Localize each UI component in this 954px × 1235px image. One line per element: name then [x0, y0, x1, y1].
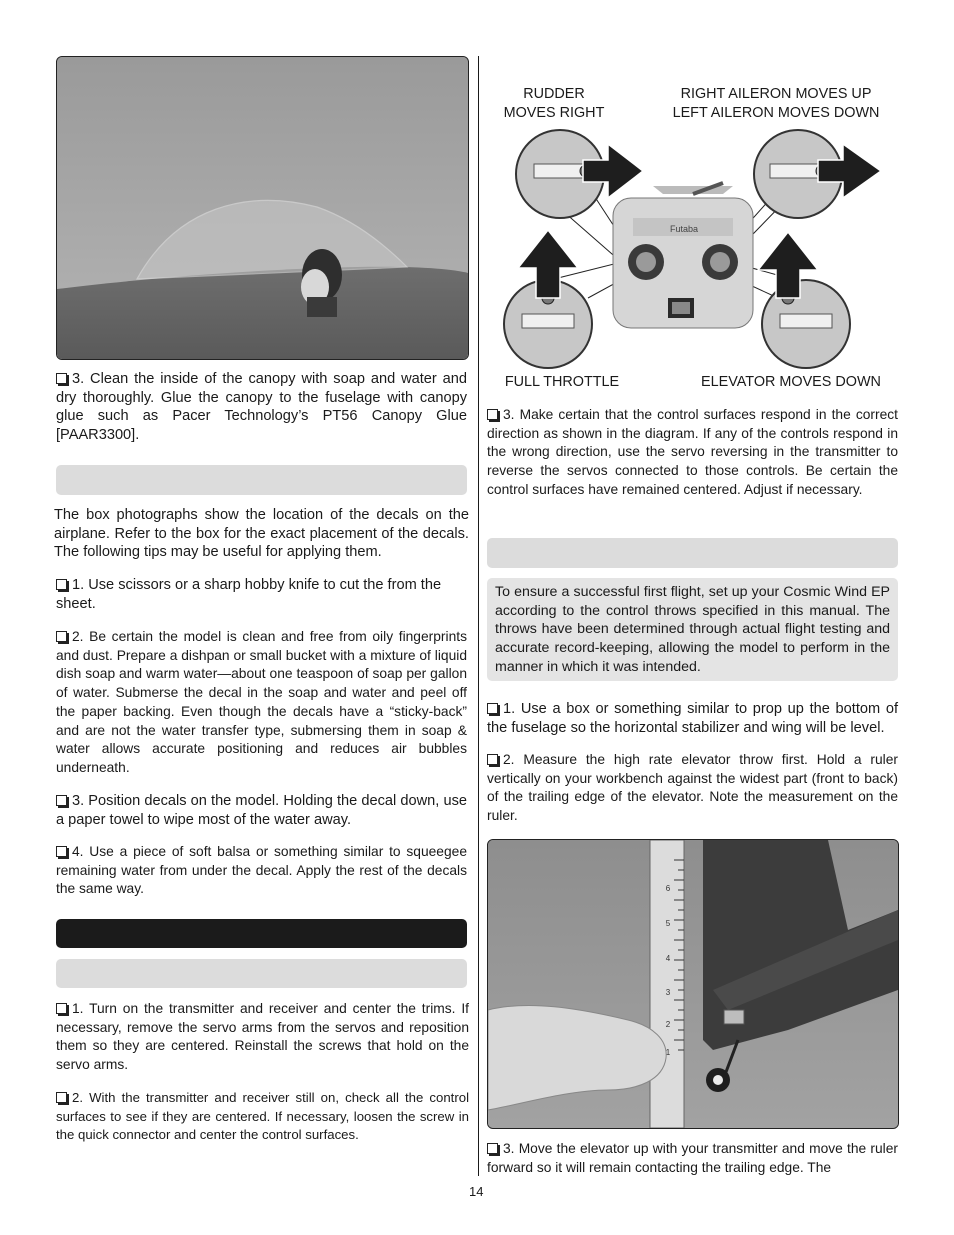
decals-intro: The box photographs show the location of the decals on the airplane. Refer to the box for the exact placement of the decals. The following tips may be useful for applying them.: [54, 507, 469, 561]
checkbox-icon[interactable]: [487, 409, 498, 420]
svg-text:1: 1: [665, 1048, 671, 1057]
transmitter-icon: [613, 183, 753, 328]
checkbox-icon[interactable]: [56, 846, 67, 857]
throws-intro: To ensure a successful first flight, set up your Cosmic Wind EP according to the control throws specified in this manual. The throws have been determined through actual flight testing and accurate record-keeping, allowing the model to perform in the manner in which it was intended.: [495, 584, 890, 675]
chapter-heading-bar: [56, 919, 467, 948]
canopy-step-3: 3. Clean the inside of the canopy with soap and water and dry thoroughly. Glue the canopy to the fuselage with canopy glue such as Pacer Technology’s PT56 Canopy Glue [PAAR3300].: [56, 371, 467, 444]
transmitter-diagram: [488, 128, 898, 370]
canopy-photo: [56, 56, 469, 360]
svg-text:2: 2: [665, 1020, 671, 1029]
checkbox-icon[interactable]: [487, 754, 498, 765]
checkbox-icon[interactable]: [56, 631, 67, 642]
section-heading-bar: [56, 465, 467, 495]
page-number: 14: [469, 1184, 484, 1199]
rudder-label: RUDDER MOVES RIGHT: [503, 86, 605, 121]
svg-text:6: 6: [665, 884, 671, 893]
column-divider: [478, 56, 479, 1176]
ruler-illustration: [488, 840, 898, 1128]
throttle-label: FULL THROTTLE: [504, 374, 620, 390]
decal-step-3: 3. Position decals on the model. Holding the decal down, use a paper towel to wipe most of the water away.: [56, 793, 467, 828]
ruler-photo: [487, 839, 899, 1129]
elevator-label: ELEVATOR MOVES DOWN: [701, 374, 881, 390]
checkbox-icon[interactable]: [56, 1092, 67, 1103]
section-heading-bar: [487, 538, 898, 568]
decal-step-2: 2. Be certain the model is clean and free from oily fingerprints and dust. Prepare a dishpan or small bucket with a mixture of liquid dish soap and warm water—about one teaspoon of soap per gallon of water. Submerse the decal in the soap and water and peel off the paper backing. Even though the decals have a “sticky-back” and are not the water transfer type, submersing them in soap & water allows accurate positioning and reduces air bubbles underneath.: [56, 629, 467, 775]
canopy-illustration: [57, 57, 468, 359]
svg-text:5: 5: [665, 919, 671, 928]
checkbox-icon[interactable]: [56, 579, 67, 590]
section-heading-bar: [56, 959, 467, 988]
decal-step-4: 4. Use a piece of soft balsa or something similar to squeegee remaining water from under the decal. Apply the rest of the decals the same way.: [56, 844, 467, 897]
control-step-3: 3. Make certain that the control surfaces respond in the correct direction as shown in the diagram. If any of the controls respond in the wrong direction, use the servo reversing in the transmitter to reverse the servos connected to those controls. Be certain the control surfaces have remained centered. Adjust if necessary.: [487, 407, 898, 497]
throw-step-3: 3. Move the elevator up with your transmitter and move the ruler forward so it will remain contacting the trailing edge. The: [487, 1141, 898, 1175]
checkbox-icon[interactable]: [487, 1143, 498, 1154]
check-step-2: 2. With the transmitter and receiver still on, check all the control surfaces to see if they are centered. If necessary, loosen the screw in the quick connector and center the control surfaces.: [56, 1090, 469, 1143]
decal-step-1: 1. Use scissors or a sharp hobby knife to cut the from the sheet.: [56, 577, 442, 612]
svg-text:Futaba: Futaba: [669, 224, 699, 234]
svg-text:3: 3: [665, 988, 671, 997]
checkbox-icon[interactable]: [56, 1003, 67, 1014]
checkbox-icon[interactable]: [487, 703, 498, 714]
throw-step-1: 1. Use a box or something similar to prop up the bottom of the fuselage so the horizontal stabilizer and wing will be level.: [487, 701, 898, 736]
checkbox-icon[interactable]: [56, 373, 67, 384]
checkbox-icon[interactable]: [56, 795, 67, 806]
throw-step-2: 2. Measure the high rate elevator throw first. Hold a ruler vertically on your workbench against the widest part (front to back) of the trailing edge of the elevator. Note the measurement on the ruler.: [487, 752, 898, 824]
svg-text:4: 4: [665, 954, 671, 963]
check-step-1: 1. Turn on the transmitter and receiver and center the trims. If necessary, remove the servo arms from the servos and reposition them so they are centered. Reinstall the screws that hold on the servo arms.: [56, 1001, 469, 1073]
aileron-label: RIGHT AILERON MOVES UP LEFT AILERON MOVES DOWN: [672, 86, 880, 121]
